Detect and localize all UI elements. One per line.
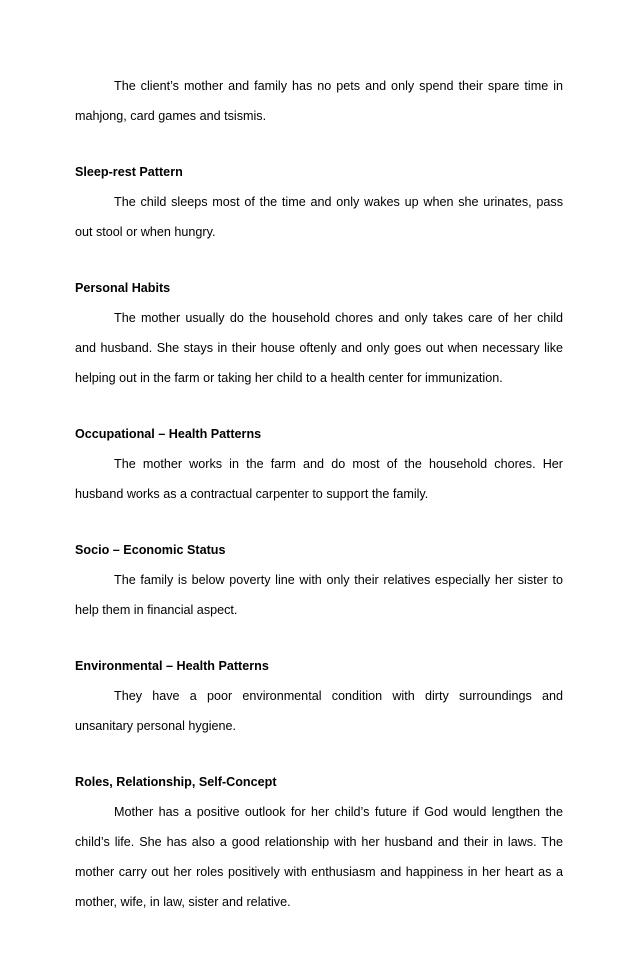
section-body-personal-habits: The mother usually do the household chores and only takes care of her child and husband. She stays in their house oftenly and only goes out when necessary like helping out in the farm or taking her child to a health center for immunization. (75, 311, 563, 385)
section-body-environmental: They have a poor environmental condition with dirty surroundings and unsanitary personal hygiene. (75, 689, 563, 733)
section-gap (75, 509, 563, 535)
section-heading-occupational: Occupational – Health Patterns (75, 427, 262, 441)
section-heading-roles: Roles, Relationship, Self-Concept (75, 775, 277, 789)
document-page (75, 71, 563, 917)
section-body-occupational: The mother works in the farm and do most of the household chores. Her husband works as a contractual carpenter to support the family. (75, 457, 563, 501)
intro-paragraph: The client’s mother and family has no pets and only spend their spare time in mahjong, card games and tsismis. (75, 79, 563, 123)
section-heading-sleep-rest: Sleep-rest Pattern (75, 165, 183, 179)
section-heading-environmental: Environmental – Health Patterns (75, 659, 269, 673)
section-gap (75, 625, 563, 651)
section-gap (75, 131, 563, 157)
section-heading-personal-habits: Personal Habits (75, 281, 171, 295)
section-heading-socio-economic: Socio – Economic Status (75, 543, 226, 557)
section-gap (75, 247, 563, 273)
section-body-sleep-rest: The child sleeps most of the time and only wakes up when she urinates, pass out stool or when hungry. (75, 195, 563, 239)
section-gap (75, 393, 563, 419)
section-body-roles: Mother has a positive outlook for her child’s future if God would lengthen the child’s life. She has also a good relationship with her husband and their in laws. The mother carry out her roles positively with enthusiasm and happiness in her heart as a mother, wife, in law, sister and relative. (75, 805, 563, 909)
section-gap (75, 741, 563, 767)
section-body-socio-economic: The family is below poverty line with only their relatives especially her sister to help them in financial aspect. (75, 573, 563, 617)
